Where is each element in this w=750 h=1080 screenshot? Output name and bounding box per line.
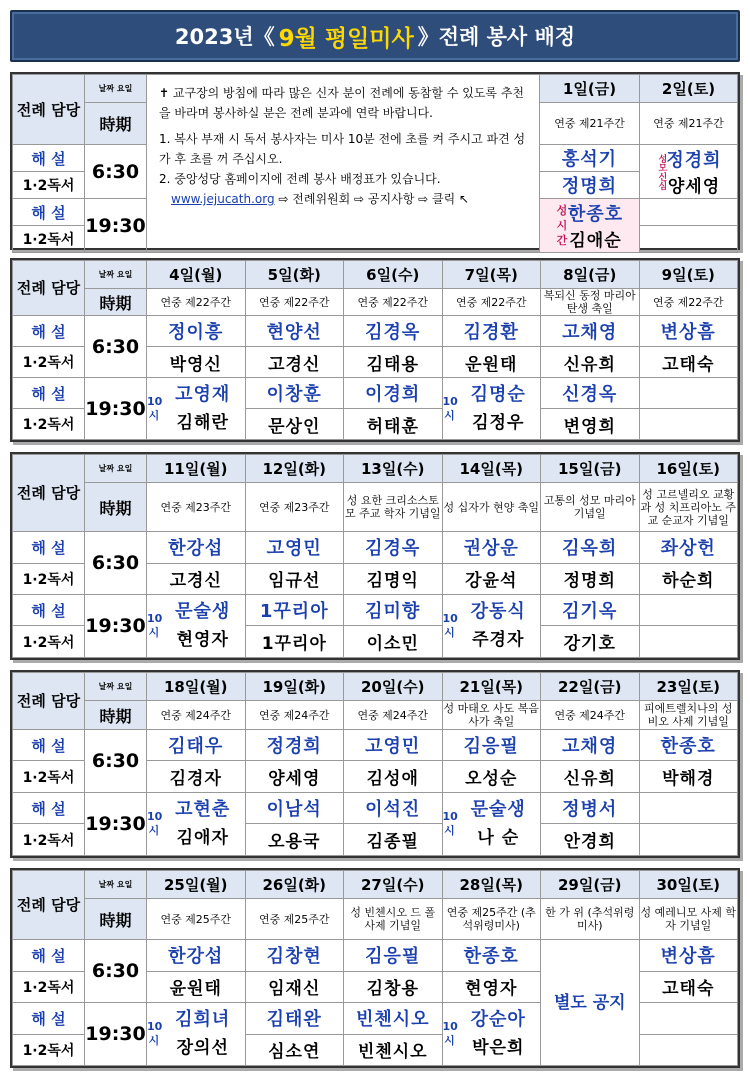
role-header: 전례 담당	[13, 75, 85, 145]
week4-d2-date: 19일(화)	[245, 673, 344, 701]
period-header: 時期	[85, 103, 147, 145]
date-tag: 날짜 요일	[85, 75, 147, 103]
week4-d2-m-h: 정경희	[245, 729, 344, 761]
week3-d1-date: 11일(월)	[147, 455, 246, 483]
week5-d4-m-r: 현영자	[442, 971, 541, 1002]
period-header: 時期	[85, 483, 147, 532]
week4-d4-date: 21일(목)	[442, 673, 541, 701]
week4-d3-m-r: 김성애	[344, 761, 443, 793]
week4-d5-e-h: 정병서	[541, 792, 640, 824]
week2-d5-date: 8일(금)	[541, 261, 640, 289]
week-4-block	[10, 670, 740, 858]
week5-d5-special: 별도 공지	[541, 940, 640, 1066]
week-1-block	[10, 72, 740, 250]
week3-d3-m-r: 김명익	[344, 563, 443, 594]
title-suffix: 》전례 봉사 배정	[417, 25, 576, 49]
role-commentator: 해 설	[13, 792, 85, 824]
week5-d4-m-h: 한종호	[442, 940, 541, 971]
week5-d1-m-h: 한강섭	[147, 940, 246, 971]
role-reader: 1·2독서	[13, 563, 85, 594]
role-reader: 1·2독서	[13, 347, 85, 378]
week3-d5-e-r: 강기호	[541, 626, 640, 658]
ten-oclock-tag: 10 시	[442, 394, 458, 422]
week3-d6-m-h: 좌상헌	[639, 532, 738, 563]
week4-d4-m-r: 오성순	[442, 761, 541, 793]
week5-d1-m-r: 윤원태	[147, 971, 246, 1002]
week5-d6-date: 30일(토)	[639, 871, 738, 899]
week3-d4-date: 14일(목)	[442, 455, 541, 483]
week5-d2-period: 연중 제25주간	[245, 899, 344, 940]
week4-d1-m-h: 김태우	[147, 729, 246, 761]
time-evening: 19:30	[85, 792, 147, 855]
week4-d1-period: 연중 제24주간	[147, 701, 246, 729]
role-reader: 1·2독서	[13, 626, 85, 658]
week5-d2-date: 26일(화)	[245, 871, 344, 899]
w1-d2-e-h	[640, 199, 738, 226]
role-reader: 1·2독서	[13, 824, 85, 856]
date-tag: 날짜 요일	[85, 455, 147, 483]
week3-d5-date: 15일(금)	[541, 455, 640, 483]
title-highlight: 9월 평일미사	[278, 25, 414, 52]
week4-d6-e-h	[639, 792, 738, 824]
week3-d3-date: 13일(수)	[344, 455, 443, 483]
week5-d4-date: 28일(목)	[442, 871, 541, 899]
week5-d6-m-h: 변상흠	[639, 940, 738, 971]
notice-item-2: 2. 중앙성당 홈페이지에 전례 봉사 배정표가 있습니다.	[159, 172, 441, 186]
week3-d2-e-r: 1꾸리아	[245, 626, 344, 658]
notice-path: ⇨ 전례위원회 ⇨ 공지사항 ⇨ 클릭 ↖	[278, 192, 470, 206]
w1-d1-m-h: 홍석기	[540, 145, 640, 172]
week3-d4-e-r: 주경자	[472, 630, 525, 651]
week2-d6-m-h: 변상흠	[639, 316, 738, 347]
w1-d1-period: 연중 제21주간	[540, 103, 640, 145]
week3-d3-period: 성 요한 크리소스토모 주교 학자 기념일	[344, 483, 443, 532]
week2-d3-period: 연중 제22주간	[344, 289, 443, 316]
week5-d3-date: 27일(수)	[344, 871, 443, 899]
week2-d2-m-h: 현양선	[245, 316, 344, 347]
week-3-block	[10, 452, 740, 660]
week3-d2-e-h: 1꾸리아	[245, 595, 344, 626]
week2-d3-e-r: 허태훈	[344, 409, 443, 440]
week4-d3-e-r: 김종필	[344, 824, 443, 856]
role-header: 전례 담당	[13, 455, 85, 532]
role-commentator: 해 설	[13, 729, 85, 761]
week2-d3-m-h: 김경옥	[344, 316, 443, 347]
week4-d3-period: 연중 제24주간	[344, 701, 443, 729]
week3-d4-m-r: 강윤석	[442, 563, 541, 594]
title-prefix: 2023년《	[174, 25, 275, 49]
week4-d6-period: 피에트렐치나의 성 비오 사제 기념일	[639, 701, 738, 729]
week2-d1-period: 연중 제22주간	[147, 289, 246, 316]
week5-d6-period: 성 예레니모 사제 학자 기념일	[639, 899, 738, 940]
date-tag: 날짜 요일	[85, 261, 147, 289]
week4-d5-date: 22일(금)	[541, 673, 640, 701]
w1-d1-e-h: 한종호	[567, 204, 624, 225]
ten-oclock-tag: 10 시	[442, 1020, 458, 1048]
week5-d3-e-r: 빈첸시오	[344, 1034, 443, 1065]
week5-d2-e-h: 김태완	[245, 1003, 344, 1034]
time-morning: 6:30	[85, 316, 147, 378]
time-evening: 19:30	[85, 378, 147, 440]
week5-d3-m-r: 김창용	[344, 971, 443, 1002]
w1-d1-evening	[540, 199, 640, 253]
role-reader: 1·2독서	[13, 761, 85, 793]
week5-d1-e-r: 장의선	[176, 1038, 229, 1059]
week5-d3-e-h: 빈첸시오	[344, 1003, 443, 1034]
role-commentator: 해 설	[13, 199, 85, 226]
role-header: 전례 담당	[13, 871, 85, 940]
week4-d5-m-r: 신유희	[541, 761, 640, 793]
week3-d1-evening	[147, 595, 246, 658]
week5-d1-period: 연중 제25주간	[147, 899, 246, 940]
week2-d1-m-h: 정이흥	[147, 316, 246, 347]
week5-d1-evening	[147, 1003, 246, 1066]
role-reader: 1·2독서	[13, 172, 85, 199]
period-header: 時期	[85, 701, 147, 729]
week2-d4-period: 연중 제22주간	[442, 289, 541, 316]
ten-oclock-tag: 10 시	[147, 612, 163, 640]
week4-d2-e-h: 이남석	[245, 792, 344, 824]
week3-d4-period: 성 십자가 현양 축일	[442, 483, 541, 532]
week5-d6-e-r	[639, 1034, 738, 1065]
week3-d3-m-h: 김경옥	[344, 532, 443, 563]
week4-d1-e-h: 고현춘	[175, 798, 231, 820]
time-morning: 6:30	[85, 532, 147, 595]
week4-d4-e-h: 문술생	[470, 798, 526, 820]
time-morning: 6:30	[85, 940, 147, 1003]
week3-d3-e-h: 김미향	[344, 595, 443, 626]
role-commentator: 해 설	[13, 378, 85, 409]
week5-d3-period: 성 빈첸시오 드 폴 사제 기념일	[344, 899, 443, 940]
role-commentator: 해 설	[13, 532, 85, 563]
week4-d3-date: 20일(수)	[344, 673, 443, 701]
week4-d2-e-r: 오용국	[245, 824, 344, 856]
week-5-block	[10, 868, 740, 1068]
week3-d4-evening	[442, 595, 541, 658]
week5-d3-m-h: 김응필	[344, 940, 443, 971]
homepage-link[interactable]: www.jejucath.org	[171, 192, 275, 206]
week3-d6-date: 16일(토)	[639, 455, 738, 483]
role-commentator: 해 설	[13, 145, 85, 172]
week4-d4-period: 성 마태오 사도 복음사가 축일	[443, 702, 539, 729]
week4-d5-m-h: 고채영	[541, 729, 640, 761]
period-header: 時期	[85, 289, 147, 316]
week5-d1-e-h: 김희녀	[175, 1009, 231, 1031]
week2-d4-m-r: 운원태	[442, 347, 541, 378]
week2-d6-period: 연중 제22주간	[639, 289, 738, 316]
week3-d2-m-h: 고영민	[245, 532, 344, 563]
w1-d2-date: 2일(토)	[640, 75, 738, 103]
notice-box	[147, 75, 540, 253]
week2-d5-period: 복되신 동정 마리아 탄생 축일	[541, 289, 640, 316]
week2-d6-m-r: 고태숙	[639, 347, 738, 378]
date-tag: 날짜 요일	[85, 673, 147, 701]
w1-d2-tag: 성모신심	[656, 153, 667, 190]
week3-d1-e-h: 문술생	[175, 601, 231, 623]
week2-d1-m-r: 박영신	[147, 347, 246, 378]
week2-d2-e-h: 이창훈	[245, 378, 344, 409]
w1-d2-m-r: 양세영	[667, 177, 721, 197]
week5-d4-evening	[442, 1003, 541, 1066]
time-morning: 6:30	[85, 145, 147, 199]
role-reader: 1·2독서	[13, 409, 85, 440]
role-commentator: 해 설	[13, 1003, 85, 1034]
week2-d5-e-r: 변영희	[541, 409, 640, 440]
ten-oclock-tag: 10 시	[147, 1020, 163, 1048]
w1-d2-period: 연중 제21주간	[640, 103, 738, 145]
role-header: 전례 담당	[13, 261, 85, 316]
notice-item-1: 1. 복사 부재 시 독서 봉사자는 미사 10분 전에 초를 켜 주시고 파견 성가 후 초를 꺼 주십시오.	[159, 132, 526, 166]
week2-d4-m-h: 김경환	[442, 316, 541, 347]
date-tag: 날짜 요일	[85, 871, 147, 899]
week5-d4-e-r: 박은희	[472, 1038, 525, 1059]
week3-d4-e-h: 강동식	[470, 601, 526, 623]
role-reader: 1·2독서	[13, 226, 85, 253]
week4-d4-e-r: 나 순	[477, 827, 520, 848]
week2-d1-evening	[147, 378, 246, 440]
week4-d1-date: 18일(월)	[147, 673, 246, 701]
w1-d1-date: 1일(금)	[540, 75, 640, 103]
week2-d1-e-r: 김해란	[176, 412, 229, 433]
week2-d3-e-h: 이경희	[344, 378, 443, 409]
week2-d5-m-h: 고채영	[541, 316, 640, 347]
time-evening: 19:30	[85, 595, 147, 658]
week4-d2-m-r: 양세영	[245, 761, 344, 793]
w1-d1-tag: 성 시 간	[556, 204, 568, 247]
week3-d1-period: 연중 제23주간	[147, 483, 246, 532]
week3-d5-e-h: 김기옥	[541, 595, 640, 626]
week2-d3-date: 6일(수)	[344, 261, 443, 289]
week3-d5-m-r: 정명희	[541, 563, 640, 594]
week2-d5-e-h: 신경옥	[541, 378, 640, 409]
week2-d2-m-r: 고경신	[245, 347, 344, 378]
w1-d1-m-r: 정명희	[540, 172, 640, 199]
week4-d5-e-r: 안경희	[541, 824, 640, 856]
week3-d4-m-h: 권상운	[442, 532, 541, 563]
week3-d2-date: 12일(화)	[245, 455, 344, 483]
role-commentator: 해 설	[13, 940, 85, 971]
week3-d1-e-r: 현영자	[176, 630, 229, 651]
notice-intro: ✝ 교구장의 방침에 따라 많은 신자 분이 전례에 동참할 수 있도록 추천을 바라며 봉사하실 분은 전례 분과에 연락 바랍니다.	[159, 86, 525, 120]
week3-d2-m-r: 임규선	[245, 563, 344, 594]
w1-d2-m-h: 정경희	[666, 150, 722, 171]
week2-d1-e-h: 고영재	[175, 383, 231, 405]
week3-d2-period: 연중 제23주간	[245, 483, 344, 532]
week4-d3-m-h: 고영민	[344, 729, 443, 761]
week5-d2-m-r: 임재신	[245, 971, 344, 1002]
week5-d4-period: 연중 제25주간 (추석위령미사)	[442, 899, 541, 940]
ten-oclock-tag: 10 시	[147, 394, 163, 422]
week2-d2-period: 연중 제22주간	[245, 289, 344, 316]
page-title	[10, 10, 740, 62]
week3-d6-e-h	[639, 595, 738, 626]
week2-d6-date: 9일(토)	[639, 261, 738, 289]
week5-d5-date: 29일(금)	[541, 871, 640, 899]
role-commentator: 해 설	[13, 595, 85, 626]
week2-d4-e-h: 김명순	[470, 383, 526, 405]
week3-d1-m-h: 한강섭	[147, 532, 246, 563]
week3-d6-m-r: 하순희	[639, 563, 738, 594]
week2-d4-e-r: 김정우	[472, 412, 525, 433]
ten-oclock-tag: 10 시	[442, 612, 458, 640]
week2-d4-date: 7일(목)	[442, 261, 541, 289]
week3-d6-e-r	[639, 626, 738, 658]
week5-d2-e-r: 심소연	[245, 1034, 344, 1065]
week2-d4-evening	[442, 378, 541, 440]
week2-d2-e-r: 문상인	[245, 409, 344, 440]
week4-d2-period: 연중 제24주간	[245, 701, 344, 729]
ten-oclock-tag: 10 시	[442, 809, 458, 837]
week3-d5-period: 고통의 성모 마리아 기념일	[541, 483, 640, 532]
week4-d5-period: 연중 제24주간	[541, 701, 640, 729]
week5-d4-e-h: 강순아	[470, 1009, 526, 1031]
week3-d6-period: 성 고르넬리오 교황과 성 치프리아노 주교 순교자 기념일	[639, 483, 738, 532]
week2-d5-m-r: 신유희	[541, 347, 640, 378]
role-reader: 1·2독서	[13, 1034, 85, 1065]
role-reader: 1·2독서	[13, 971, 85, 1002]
week-2-block	[10, 258, 740, 442]
week4-d1-evening	[147, 792, 246, 855]
w1-d2-morning	[640, 145, 738, 199]
w1-d2-e-r	[640, 226, 738, 253]
week4-d3-e-h: 이석진	[344, 792, 443, 824]
week4-d6-e-r	[639, 824, 738, 856]
role-header: 전례 담당	[13, 673, 85, 730]
week2-d6-e-h	[639, 378, 738, 409]
week4-d1-e-r: 김애자	[176, 827, 229, 848]
ten-oclock-tag: 10 시	[147, 809, 163, 837]
week5-d6-e-h	[639, 1003, 738, 1034]
time-evening: 19:30	[85, 199, 147, 253]
week4-d6-m-r: 박해경	[639, 761, 738, 793]
period-header: 時期	[85, 899, 147, 940]
week5-d5-period: 한 가 위 (추석위령미사)	[541, 899, 640, 940]
week5-d2-m-h: 김창현	[245, 940, 344, 971]
week5-d1-date: 25일(월)	[147, 871, 246, 899]
time-morning: 6:30	[85, 729, 147, 792]
week3-d5-m-h: 김옥희	[541, 532, 640, 563]
week2-d1-date: 4일(월)	[147, 261, 246, 289]
role-commentator: 해 설	[13, 316, 85, 347]
week2-d3-m-r: 김태용	[344, 347, 443, 378]
week4-d4-evening	[442, 792, 541, 855]
time-evening: 19:30	[85, 1003, 147, 1066]
week3-d3-e-r: 이소민	[344, 626, 443, 658]
week4-d4-m-h: 김응필	[442, 729, 541, 761]
week5-d6-m-r: 고태숙	[639, 971, 738, 1002]
week3-d1-m-r: 고경신	[147, 563, 246, 594]
week2-d2-date: 5일(화)	[245, 261, 344, 289]
week2-d6-e-r	[639, 409, 738, 440]
week4-d6-date: 23일(토)	[639, 673, 738, 701]
week4-d6-m-h: 한종호	[639, 729, 738, 761]
w1-d1-e-r: 김애순	[569, 231, 622, 251]
week4-d1-m-r: 김경자	[147, 761, 246, 793]
